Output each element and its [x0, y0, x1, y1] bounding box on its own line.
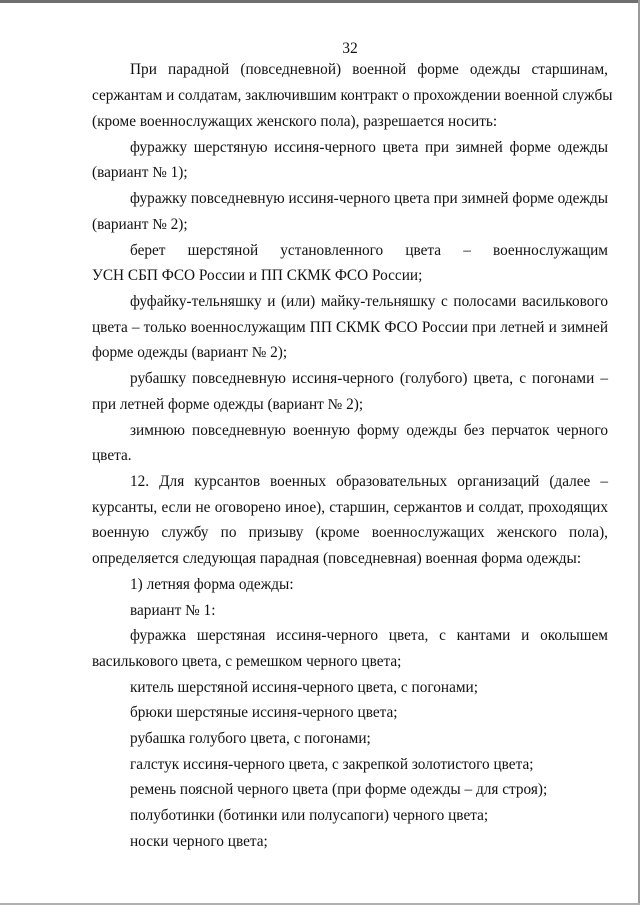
- list-item-line: фуражку шерстяную иссиня-черного цвета при зимней форме одежды: [130, 139, 608, 156]
- list-item-line: УСН СБП ФСО России и ПП СКМК ФСО России;: [92, 267, 423, 284]
- paragraph-line: определяется следующая парадная (повседневная) военная форма одежды:: [92, 550, 582, 567]
- list-item-line: (вариант № 1);: [92, 164, 188, 181]
- list-item-line: фуражку повседневную иссиня-черного цвета при зимней форме одежды: [130, 190, 609, 207]
- page-number: 32: [342, 40, 358, 57]
- list-item-line: цвета – только военнослужащим ПП СКМК ФСО России при летней и зимней: [92, 319, 608, 336]
- list-item-line: форме одежды (вариант № 2);: [92, 344, 288, 361]
- list-item-line: ремень поясной черного цвета (при форме одежды – для строя);: [130, 781, 548, 798]
- variant-heading: вариант № 1:: [130, 602, 216, 619]
- list-item-line: (вариант № 2);: [92, 216, 188, 233]
- list-item-line: зимнюю повседневную военную форму одежды без перчаток черного: [130, 422, 608, 439]
- list-item-line: галстук иссиня-черного цвета, с закрепкой золотистого цвета;: [130, 756, 534, 773]
- paragraph-line: военную службу по призыву (кроме военнослужащих женского пола),: [92, 524, 608, 541]
- list-item-line: носки черного цвета;: [130, 833, 268, 850]
- paragraph-line: сержантам и солдатам, заключившим контракт о прохождении военной службы: [92, 87, 613, 104]
- list-item-line: китель шерстяной иссиня-черного цвета, с погонами;: [130, 679, 478, 696]
- paragraph-line: (кроме военнослужащих женского пола), разрешается носить:: [92, 113, 498, 130]
- paragraph-line: При парадной (повседневной) военной форме одежды старшинам,: [130, 61, 608, 78]
- list-item-line: фуражка шерстяная иссиня-черного цвета, с кантами и околышем: [130, 627, 608, 644]
- list-item-line: берет шерстяной установленного цвета – военнослужащим: [130, 242, 608, 259]
- list-item-line: рубашка голубого цвета, с погонами;: [130, 730, 371, 747]
- scan-edge-top: [0, 0, 640, 3]
- list-item-line: василькового цвета, с ремешком черного цвета;: [92, 653, 402, 670]
- paragraph-line: курсанты, если не оговорено иное), старшин, сержантов и солдат, проходящих: [92, 499, 608, 516]
- list-item-line: полуботинки (ботинки или полусапоги) черного цвета;: [130, 807, 489, 824]
- list-item-line: при летней форме одежды (вариант № 2);: [92, 396, 364, 413]
- list-item-line: фуфайку-тельняшку и (или) майку-тельняшку с полосами василькового: [130, 293, 608, 310]
- list-item-line: брюки шерстяные иссиня-черного цвета;: [130, 704, 398, 721]
- paragraph-line: 12. Для курсантов военных образовательных организаций (далее –: [130, 473, 608, 490]
- subsection-heading: 1) летняя форма одежды:: [130, 576, 294, 593]
- list-item-line: рубашку повседневную иссиня-черного (голубого) цвета, с погонами –: [130, 370, 608, 387]
- list-item-line: цвета.: [92, 447, 132, 464]
